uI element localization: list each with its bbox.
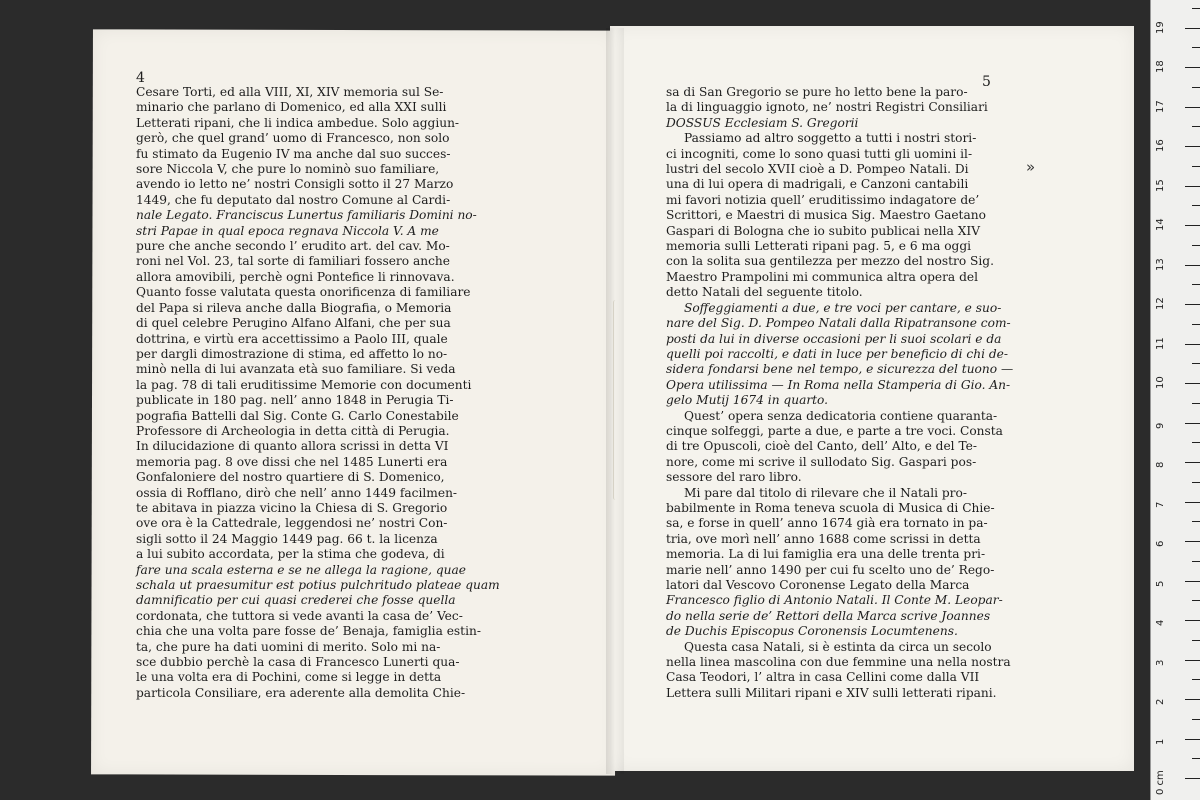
ruler-label: 9	[1155, 422, 1166, 429]
right-page-text-line: quelli poi raccolti, e dati in luce per beneficio di chi de-	[666, 346, 1008, 361]
ruler-tick	[1192, 47, 1200, 48]
ruler-label: 8	[1155, 461, 1166, 468]
right-page-text-line: posti da lui in diverse occasioni per li suoi scolari e da	[666, 331, 1002, 346]
right-page-text-line: cinque solfeggi, parte a due, e parte a tre voci. Consta	[666, 423, 1003, 438]
left-page-text-line: Letterati ripani, che li indica ambedue. Solo aggiun-	[136, 115, 460, 130]
right-page-text-line: Maestro Prampolini mi communica altra opera del	[666, 269, 978, 284]
left-page-text-line: Gonfaloniere del nostro quartiere di S. Domenico,	[136, 470, 445, 485]
right-page-text-line: memoria. La di lui famiglia era una delle trenta pri-	[666, 547, 986, 562]
ruler-label: 19	[1155, 20, 1166, 34]
left-page-text-line: avendo io letto ne’ nostri Consigli sotto il 27 Marzo	[136, 177, 454, 192]
left-page-text-line: per dargli dimostrazione di stima, ed affetto lo no-	[136, 346, 448, 361]
ruler-tick	[1192, 363, 1200, 364]
ruler-tick	[1192, 205, 1200, 206]
ruler-tick	[1185, 541, 1200, 542]
ruler-unit-label: 0 cm	[1155, 770, 1166, 795]
right-page-text-line: Opera utilissima — In Roma nella Stamperia di Gio. An-	[666, 377, 1011, 392]
ruler-label: 17	[1155, 99, 1166, 113]
ruler-label: 11	[1155, 336, 1166, 350]
left-page-text-line: Cesare Torti, ed alla VIII, XI, XIV memoria sul Se-	[136, 85, 444, 99]
right-page-text-line: de Duchis Episcopus Coronensis Locumtenens.	[666, 624, 958, 639]
ruler-tick	[1185, 186, 1200, 187]
left-page-text-line: sigli sotto il 24 Maggio 1449 pag. 66 t. la licenza	[136, 531, 438, 546]
ruler-tick	[1185, 660, 1200, 661]
ruler-tick	[1185, 344, 1200, 345]
ruler-tick	[1192, 600, 1200, 601]
right-page-text-line: Scrittori, e Maestri di musica Sig. Maestro Gaetano	[666, 208, 986, 223]
left-page-text-line: 1449, che fu deputato dal nostro Comune al Cardi-	[136, 192, 451, 207]
right-page-text-line: Lettera sulli Militari ripani e XIV sulli letterati ripani.	[666, 685, 997, 700]
right-page-text-line: Passiamo ad altro soggetto a tutti i nostri stori-	[684, 131, 977, 146]
right-page-text-line: Quest’ opera senza dedicatoria contiene quaranta-	[684, 408, 998, 423]
ruler-tick	[1192, 719, 1200, 720]
right-page-text-line: nore, come mi scrive il sullodato Sig. Gaspari pos-	[666, 454, 977, 469]
right-page-text-line: Soffeggiamenti a due, e tre voci per cantare, e suo-	[684, 300, 1002, 315]
ruler-label: 12	[1155, 297, 1166, 310]
left-page-text-line: schala ut praesumitur est potius pulchritudo plateae quam	[136, 578, 500, 592]
right-page-text-line: nella linea mascolina con due femmine una nella nostra	[666, 655, 1011, 670]
ruler-tick	[1185, 107, 1200, 108]
ruler-tick	[1192, 679, 1200, 680]
right-page-text-line: DOSSUS Ecclesiam S. Gregorii	[666, 115, 859, 130]
left-page-text-line: di quel celebre Perugino Alfano Alfani, che per sua	[136, 316, 451, 331]
left-page-text-line: publicate in 180 pag. nell’ anno 1848 in Perugia Ti-	[136, 393, 454, 408]
left-page-text-line: nale Legato. Franciscus Lunertus familiaris Domini no-	[136, 208, 477, 223]
left-page-text-line: chia che una volta pare fosse de’ Benaja, famiglia estin-	[136, 624, 481, 639]
ruler-tick	[1185, 699, 1200, 700]
right-page-text-line: Francesco figlio di Antonio Natali. Il Conte M. Leopar-	[666, 593, 1003, 608]
ruler-tick	[1192, 561, 1200, 562]
left-page-text-line: dottrina, e virtù era accettissimo a Paolo III, quale	[136, 331, 448, 346]
right-page-text-line: marie nell’ anno 1490 per cui fu scelto uno de’ Rego-	[666, 562, 995, 577]
ruler-tick	[1192, 758, 1200, 759]
right-page-text-line: tria, ove morì nell’ anno 1688 come scrissi in detta	[666, 531, 981, 546]
ruler-label: 2	[1155, 698, 1166, 705]
right-page-text-line: Casa Teodori, l’ altra in casa Cellini come dalla VII	[666, 670, 980, 685]
right-page-text	[666, 85, 1014, 701]
left-page-text-line: Quanto fosse valutata questa onorificenza di familiare	[136, 285, 471, 300]
left-page-text-line: stri Papae in qual epoca regnava Niccola V. A me	[136, 223, 439, 238]
left-page-text-line: memoria pag. 8 ove dissi che nel 1485 Lunerti era	[136, 454, 448, 469]
right-page-text-line: memoria sulli Letterati ripani pag. 5, e 6 ma oggi	[666, 239, 972, 254]
right-page-text-line: sa di San Gregorio se pure ho letto bene la paro-	[666, 85, 968, 99]
ruler-tick	[1192, 166, 1200, 167]
left-page-text-line: particola Consiliare, era aderente alla demolita Chie-	[136, 685, 466, 700]
ruler-label: 7	[1155, 501, 1166, 508]
left-page-text-line: fu stimato da Eugenio IV ma anche dal suo succes-	[136, 146, 451, 161]
left-page-text-line: allora amovibili, perchè ogni Pontefice li rinnovava.	[136, 269, 455, 284]
ruler-tick	[1185, 778, 1200, 779]
ruler-label: 13	[1155, 257, 1166, 271]
left-page-text-line: ta, che pure ha dati uomini di merito. Solo mi na-	[136, 639, 441, 654]
left-page-text-line: te abitava in piazza vicino la Chiesa di S. Gregorio	[136, 500, 448, 515]
right-page-text-line: lustri del secolo XVII cioè a D. Pompeo Natali. Di	[666, 162, 969, 177]
ruler-tick	[1185, 423, 1200, 424]
left-page-text-line: pure che anche secondo l’ erudito art. del cav. Mo-	[136, 239, 450, 254]
left-page-text-line: fare una scala esterna e se ne allega la ragione, quae	[136, 562, 466, 577]
ruler-tick	[1192, 8, 1200, 9]
left-page-text-line: In dilucidazione di quanto allora scrissi in detta VI	[136, 439, 449, 454]
ruler-label: 15	[1155, 178, 1166, 192]
ruler-tick	[1192, 442, 1200, 443]
right-page-text-line: di tre Opuscoli, cioè del Canto, dell’ Alto, e del Te-	[666, 439, 977, 454]
right-page-text-line: con la solita sua gentilezza per mezzo del nostro Sig.	[666, 254, 994, 269]
left-page-text-line: minò nella di lui avanzata età suo familiare. Si veda	[136, 362, 456, 377]
ruler-tick	[1185, 502, 1200, 503]
ruler-label: 4	[1155, 619, 1166, 626]
ruler-tick	[1185, 739, 1200, 740]
ruler-tick	[1185, 462, 1200, 463]
left-page-text-line: ossia di Rofflano, dirò che nell’ anno 1449 facilmen-	[136, 485, 458, 500]
right-page-text-line: Mi pare dal titolo di rilevare che il Natali pro-	[684, 485, 967, 500]
left-page-text-line: del Papa si rileva anche dalla Biografia, o Memoria	[136, 300, 452, 315]
right-page-text-line: una di lui opera di madrigali, e Canzoni cantabili	[666, 177, 969, 192]
ruler-tick	[1192, 245, 1200, 246]
right-page-text-line: Questa casa Natali, si è estinta da circa un secolo	[684, 639, 992, 654]
right-page-text-line: detto Natali del seguente titolo.	[666, 285, 863, 300]
right-page-text-line: gelo Mutij 1674 in quarto.	[666, 393, 829, 408]
ruler-label: 5	[1155, 580, 1166, 587]
ruler-tick	[1185, 304, 1200, 305]
left-page-text-line: pografia Battelli dal Sig. Conte G. Carlo Conestabile	[136, 408, 459, 423]
ruler-tick	[1192, 640, 1200, 641]
right-page-text-line: sidera fondarsi bene nel tempo, e sicurezza del tuono —	[666, 362, 1014, 377]
right-page-text-line: ci incogniti, come lo sono quasi tutti gli uomini il-	[666, 146, 973, 161]
left-page-number: 4	[136, 70, 145, 86]
marginal-mark: »	[1026, 158, 1036, 176]
left-page-text-line: la pag. 78 di tali eruditissime Memorie con documenti	[136, 377, 472, 392]
ruler-tick	[1192, 284, 1200, 285]
left-page-text-line: sce dubbio perchè la casa di Francesco Lunerti qua-	[136, 655, 460, 670]
ruler-tick	[1192, 126, 1200, 127]
right-page-text-line: do nella serie de’ Rettori della Marca scrive Joannes	[666, 608, 991, 623]
ruler-tick	[1192, 403, 1200, 404]
ruler-label: 10	[1155, 376, 1166, 389]
left-page-text-line: cordonata, che tuttora si vede avanti la casa de’ Vec-	[136, 608, 463, 623]
left-page-text-line: gerò, che quel grand’ uomo di Francesco, non solo	[136, 131, 450, 146]
right-page-text-line: Gaspari di Bologna che io subito publicai nella XIV	[666, 223, 981, 238]
left-page-text-line: damnificatio per cui quasi crederei che fosse quella	[136, 593, 456, 608]
ruler-tick	[1185, 265, 1200, 266]
right-page-text-line: la di linguaggio ignoto, ne’ nostri Registri Consiliari	[666, 100, 988, 115]
right-page-text-line: mi favori notizia quell’ eruditissimo indagatore de’	[666, 192, 980, 207]
ruler-tick	[1185, 28, 1200, 29]
right-page-text-line: sa, e forse in quell’ anno 1674 già era tornato in pa-	[666, 516, 988, 531]
left-page-text-line: roni nel Vol. 23, tal sorte di familiari fossero anche	[136, 254, 450, 269]
ruler-tick	[1185, 225, 1200, 226]
ruler-tick	[1185, 383, 1200, 384]
right-page-text-line: nare del Sig. D. Pompeo Natali dalla Ripatransone com-	[666, 316, 1011, 331]
right-page-text-line: sessore del raro libro.	[666, 470, 802, 485]
left-page-text-line: minario che parlano di Domenico, ed alla XXI sulli	[136, 100, 447, 115]
left-page-text	[136, 85, 576, 701]
ruler-tick	[1185, 146, 1200, 147]
right-page-text-line: babilmente in Roma teneva scuola di Musica di Chie-	[666, 500, 995, 515]
ruler-tick	[1185, 67, 1200, 68]
ruler-label: 1	[1155, 738, 1166, 745]
ruler-label: 3	[1155, 659, 1166, 666]
binding-thread	[613, 300, 618, 500]
left-page-text-line: le una volta era di Pochini, come si legge in detta	[136, 670, 442, 685]
left-page-text-line: a lui subito accordata, per la stima che godeva, di	[136, 547, 445, 562]
ruler-tick	[1192, 324, 1200, 325]
left-page-text-line: sore Niccola V, che pure lo nominò suo familiare,	[136, 162, 440, 177]
ruler-label: 14	[1155, 218, 1166, 231]
ruler-label: 16	[1155, 139, 1166, 152]
ruler-label: 18	[1155, 60, 1166, 73]
ruler-tick	[1192, 87, 1200, 88]
ruler-tick	[1192, 482, 1200, 483]
left-page-text-line: Professore di Archeologia in detta città di Perugia.	[136, 423, 450, 438]
ruler-tick	[1192, 521, 1200, 522]
ruler-tick	[1185, 620, 1200, 621]
right-page-text-line: latori dal Vescovo Coronense Legato della Marca	[666, 578, 970, 592]
left-page-text-line: ove ora è la Cattedrale, leggendosi ne’ nostri Con-	[136, 516, 448, 531]
ruler-label: 6	[1155, 540, 1166, 547]
measurement-ruler	[1150, 0, 1200, 800]
right-page-number: 5	[982, 74, 991, 90]
ruler-tick	[1185, 581, 1200, 582]
